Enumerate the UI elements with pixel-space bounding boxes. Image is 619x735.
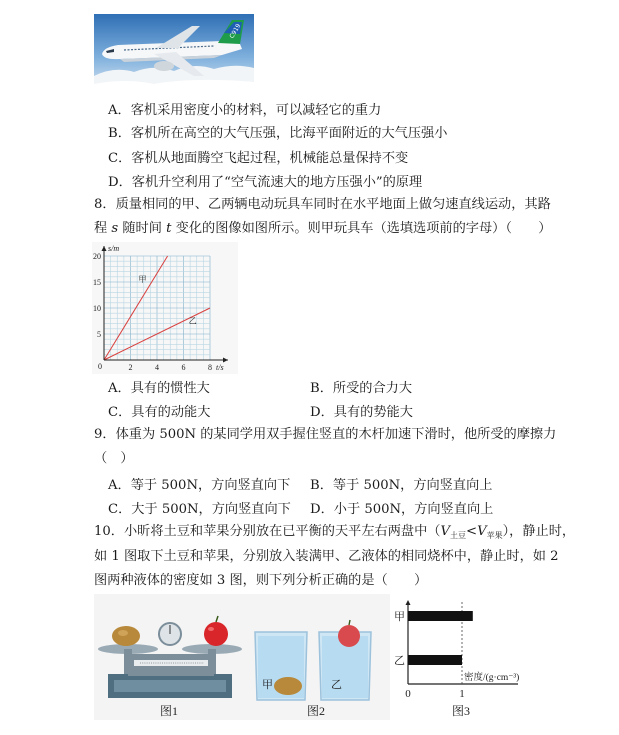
q9-option-a[interactable]: A．等于 500N，方向竖直向下 — [108, 478, 291, 493]
q7-option-c[interactable]: C．客机从地面腾空飞起过程，机械能总量保持不变 — [108, 151, 409, 166]
q8-text: 程 — [94, 221, 108, 236]
fig2-label: 图2 — [307, 704, 326, 718]
x-tick-label: 0 — [405, 688, 411, 700]
fig2-label-yi: 乙 — [331, 679, 342, 691]
q10-figure-panel — [94, 594, 530, 720]
q10-stem-line2: 如 1 图取下土豆和苹果，分别放入装满甲、乙液体的相同烧杯中，静止时，如 2 — [94, 549, 559, 564]
q8-stem-line1: 8．质量相同的甲、乙两辆电动玩具车同时在水平地面上做匀速直线运动，其路 — [94, 197, 551, 212]
series-label-yi: 乙 — [188, 316, 197, 326]
q10-sub-apple: 苹果 — [486, 531, 503, 540]
q8-var-t: t — [166, 221, 172, 236]
q8-stem-line2 — [94, 217, 552, 240]
q10-var-v: V — [477, 524, 487, 539]
q9-option-b[interactable]: B．等于 500N，方向竖直向上 — [310, 478, 493, 493]
x-tick-label: 6 — [181, 363, 186, 372]
q8-option-b[interactable]: B．所受的合力大 — [310, 381, 413, 396]
q10-lt: < — [466, 524, 478, 539]
q10-stem-line1 — [94, 520, 575, 547]
fig1-label: 图1 — [160, 704, 179, 718]
q7-option-d[interactable]: D．客机升空利用了“空气流速大的地方压强小”的原理 — [108, 175, 423, 190]
q10-var-v: V — [440, 524, 450, 539]
fig2-label-jia: 甲 — [262, 679, 273, 691]
q8-var-s: s — [111, 221, 119, 236]
q9-option-d[interactable]: D．小于 500N，方向竖直向上 — [310, 502, 494, 517]
q7-option-a[interactable]: A．客机采用密度小的材料，可以减轻它的重力 — [108, 103, 382, 118]
x-tick-label: 4 — [155, 363, 159, 372]
x-axis-label: 密度/(g·cm⁻³) — [464, 673, 520, 683]
q9-stem-line2: （ ） — [94, 451, 134, 466]
st-graph — [92, 242, 238, 374]
category-label: 甲 — [394, 611, 405, 623]
y-axis-label: s/m — [108, 244, 120, 253]
y-tick-label: 5 — [97, 330, 101, 339]
series-label-jia: 甲 — [138, 275, 147, 284]
q9-stem-line1: 9．体重为 500N 的某同学用双手握住竖直的木杆加速下滑时，他所受的摩擦力 — [94, 427, 557, 442]
density-bar-yi — [408, 655, 462, 665]
x-tick-label: 8 — [208, 363, 212, 372]
category-label: 乙 — [394, 655, 405, 667]
q9-option-c[interactable]: C．大于 500N，方向竖直向下 — [108, 502, 291, 517]
q8-option-d[interactable]: D．具有的势能大 — [310, 405, 413, 420]
q8-text: 随时间 — [122, 221, 162, 236]
density-bar-chart — [390, 594, 530, 720]
density-bar-jia — [408, 611, 473, 621]
q10-text: 10．小昕将土豆和苹果分别放在已平衡的天平左右两盘中（ — [94, 524, 441, 539]
q8-option-a[interactable]: A．具有的惯性大 — [108, 381, 210, 396]
x-tick-label: 1 — [459, 688, 465, 700]
fig3-label: 图3 — [452, 704, 471, 718]
x-axis-label: t/s — [216, 363, 224, 372]
y-tick-label: 15 — [93, 278, 101, 287]
x-tick-label: 0 — [98, 362, 102, 371]
plane-tail-text: C919 — [228, 22, 243, 40]
x-tick-label: 2 — [128, 363, 133, 372]
q10-text: ），静止时， — [502, 524, 576, 539]
q10-sub-potato: 土豆 — [450, 531, 466, 540]
airplane-photo — [94, 14, 254, 93]
beakers-illustration — [249, 594, 389, 720]
q7-option-b[interactable]: B．客机所在高空的大气压强，比海平面附近的大气压强小 — [108, 126, 448, 141]
y-tick-label: 10 — [93, 304, 101, 313]
q8-option-c[interactable]: C．具有的动能大 — [108, 405, 211, 420]
q8-text: 变化的图像如图所示。则甲玩具车（选填选项前的字母）（ ） — [175, 221, 552, 236]
y-tick-label: 20 — [93, 252, 101, 261]
balance-illustration — [94, 594, 244, 720]
q10-stem-line3: 图两种液体的密度如 3 图，则下列分析正确的是（ ） — [94, 573, 428, 588]
